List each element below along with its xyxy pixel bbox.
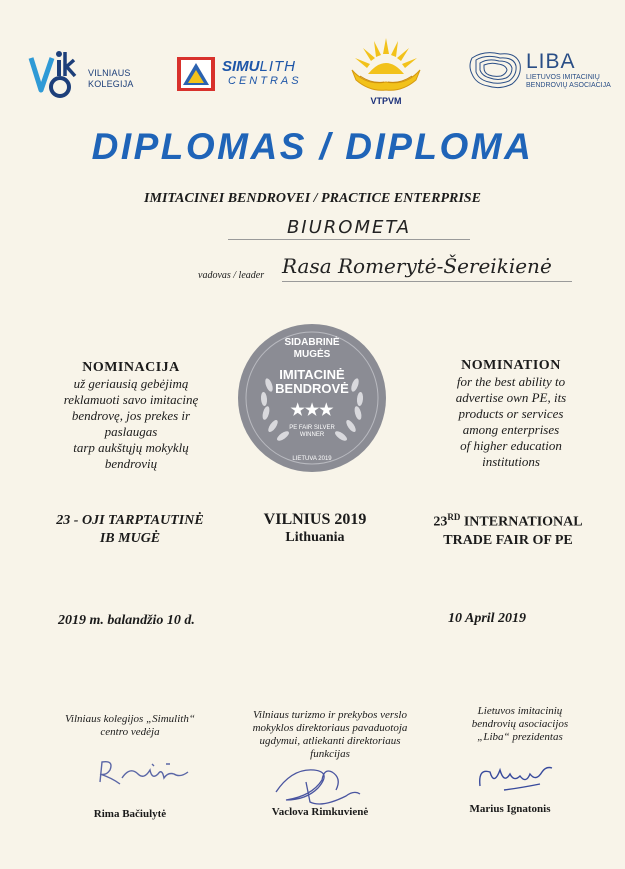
signatory-2-role: Vilniaus turizmo ir prekybos verslo mokyklos direktoriaus pavaduotoja ugdymui, atliekanti direktoriaus funkcijas (252, 709, 408, 760)
silver-winner-badge (237, 323, 387, 473)
simulith-mark-icon (176, 56, 216, 92)
liba-subtitle: LIETUVOS IMITACINIŲ BENDROVIŲ ASOCIACIJA (526, 74, 611, 89)
signatory-3-name: Marius Ignatonis (469, 803, 551, 815)
badge-line3: IMITACINĖ (279, 367, 345, 382)
viko-logo (28, 44, 148, 100)
badge-en1: PE FAIR SILVER (289, 425, 335, 431)
signatory-3-role: Lietuvos imitacinių bendrovių asociacijos „Liba“ prezidentas (471, 705, 569, 743)
badge-footer: LIETUVA 2019 (292, 456, 332, 462)
viko-mark-icon (28, 46, 86, 98)
company-name: BIUROMETA (228, 217, 470, 240)
badge-en2: WINNER (299, 432, 325, 438)
simulith-title: SIMULITH (222, 58, 297, 75)
liba-logo (466, 48, 616, 98)
badge-line1: SIDABRINĖ (284, 337, 340, 348)
nomination-en-heading: NOMINATION (461, 358, 561, 373)
lithuania-map-icon (466, 48, 524, 92)
date-en: 10 April 2019 (448, 611, 527, 626)
nomination-lt-heading: NOMINACIJA (82, 360, 180, 375)
signature-2 (262, 760, 372, 810)
fair-location (240, 511, 390, 547)
simulith-sub: CENTRAS (228, 75, 302, 87)
vtpvm-logo (346, 36, 426, 110)
badge-line2: MUGĖS (293, 349, 331, 360)
fair-city: VILNIUS 2019 (263, 511, 367, 528)
viko-name: VILNIAUS KOLEGIJA (88, 68, 134, 89)
liba-title: LIBA (526, 50, 576, 73)
nomination-en (418, 358, 604, 470)
signatory-2-name: Vaclova Rimkuvienė (271, 806, 369, 818)
fair-country: Lithuania (285, 530, 345, 545)
date-lt: 2019 m. balandžio 10 d. (58, 613, 195, 628)
nomination-en-text: for the best ability to advertise own PE, its products or services among enterprises of higher education institutions (455, 374, 567, 469)
signature-1 (92, 756, 202, 790)
simulith-logo (176, 56, 336, 94)
leader-label: vadovas / leader (198, 270, 265, 281)
badge-line4: BENDROVĖ (275, 381, 349, 396)
fair-lt: 23 - OJI TARPTAUTINĖ IB MUGĖ (56, 513, 204, 546)
leader-name: Rasa Romerytė-Šereikienė (282, 254, 572, 282)
badge-stars: ★★★ (290, 402, 334, 419)
vtpvm-label: VTPVM (370, 96, 402, 106)
diploma-title: DIPLOMAS / DIPLOMA (91, 126, 534, 167)
sun-hands-icon (346, 36, 426, 98)
fair-en: 23RD INTERNATIONAL TRADE FAIR OF PE (433, 512, 583, 548)
nomination-lt (36, 360, 226, 472)
signatory-1-role: Vilniaus kolegijos „Simulith“ centro vedėja (65, 713, 195, 738)
diploma-subtitle: IMITACINEI BENDROVEI / PRACTICE ENTERPRISE (144, 191, 481, 206)
nomination-lt-text: už geriausią gebėjimą reklamuoti savo imitacinę bendrovę, jos prekes ir paslaugas tarp aukštųjų mokyklų bendrovių (63, 376, 199, 471)
signatory-1-name: Rima Bačiulytė (93, 808, 167, 820)
signature-3 (470, 760, 560, 796)
